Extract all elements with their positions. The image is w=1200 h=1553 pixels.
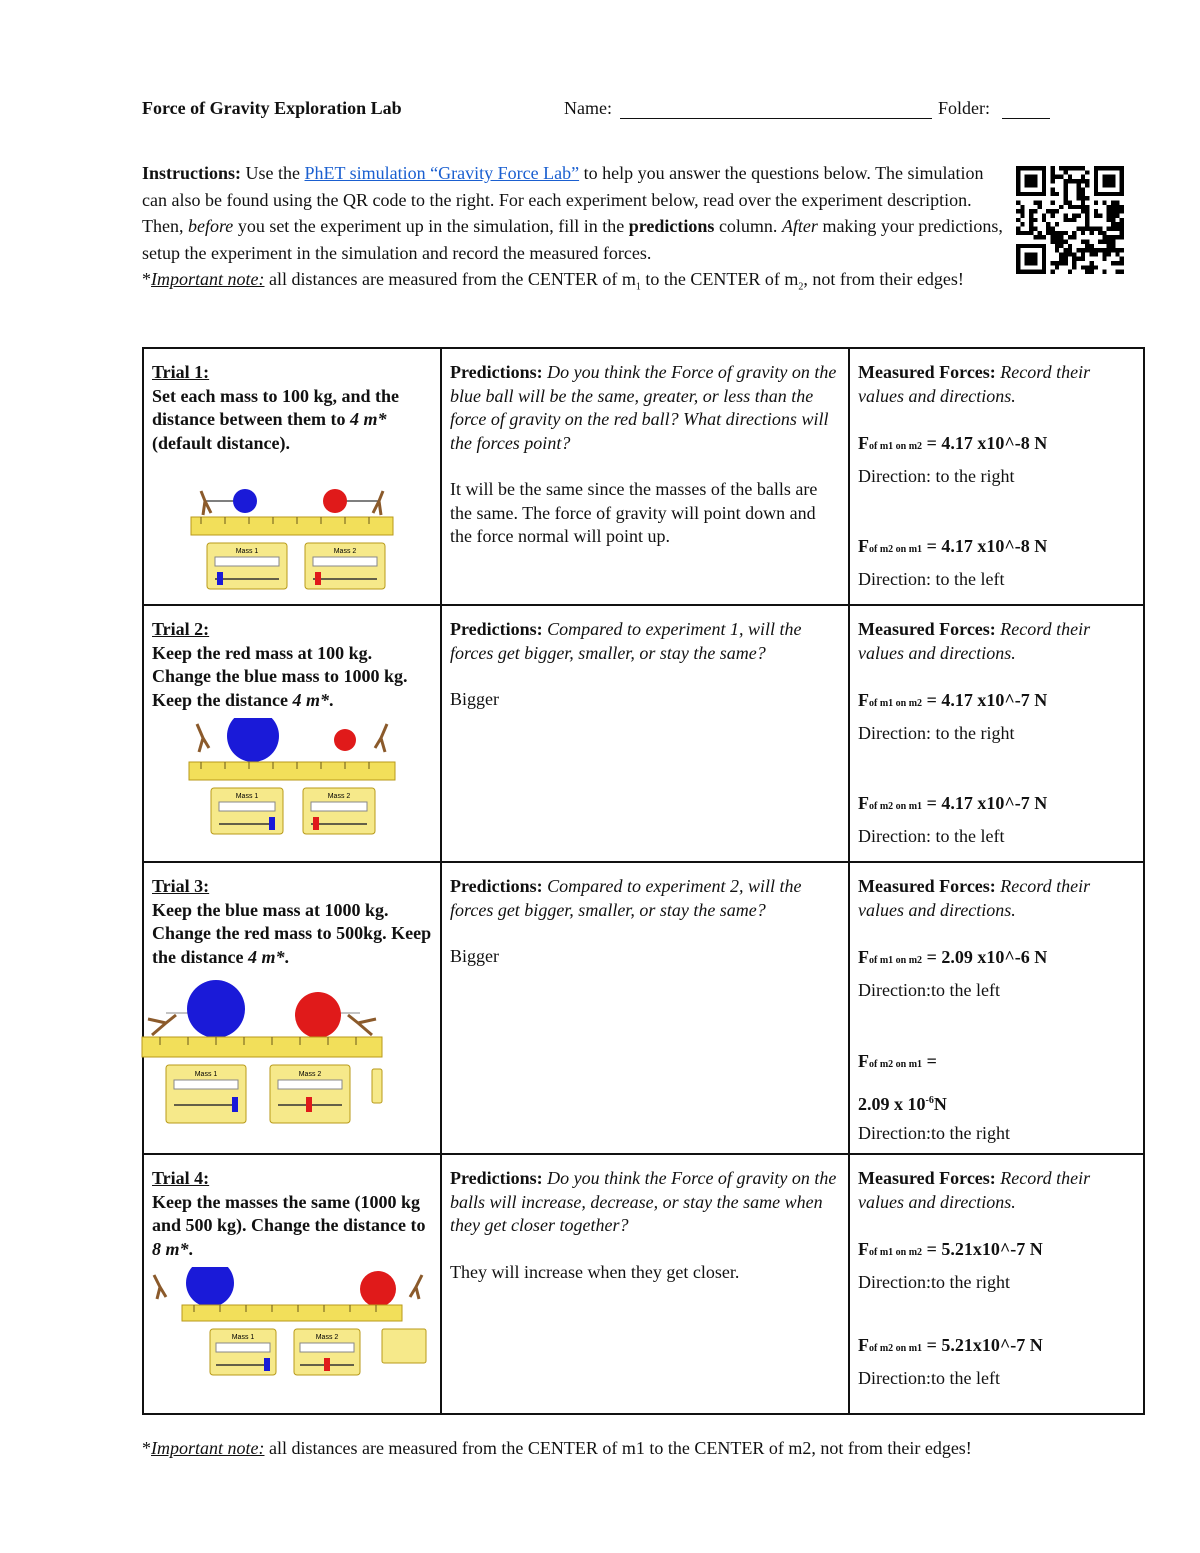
mass2-label: Mass 2 — [298, 1071, 322, 1078]
prediction-answer[interactable]: Bigger — [450, 689, 499, 709]
prediction-question — [450, 1167, 840, 1238]
puller-right-icon — [375, 724, 387, 752]
prediction-prompt: Compared to experiment 2, will the forces get bigger, smaller, or stay the same? — [450, 876, 802, 920]
direction-m2-on-m1[interactable]: Direction:to the left — [858, 1367, 1000, 1388]
ruler — [182, 1305, 402, 1321]
trial-description-cell — [143, 862, 441, 1154]
blue-ball — [186, 1267, 234, 1307]
desc-text: (default distance). — [152, 432, 290, 453]
desc-distance: 4 m* — [349, 409, 387, 429]
desc-distance: 4 m* — [248, 946, 285, 967]
red-ball — [295, 992, 341, 1038]
trial-description-cell — [143, 605, 441, 862]
trial-description — [152, 899, 432, 970]
prediction-prompt: Do you think the Force of gravity on the balls will increase, decrease, or stay the same when they get closer together? — [450, 1168, 837, 1235]
desc-text: Keep the masses the same (1000 kg and 500 kg). Change the distance to — [152, 1191, 426, 1235]
force-symbol: F — [858, 1051, 869, 1071]
puller-left-icon — [154, 1275, 166, 1299]
trial-heading: Trial 1: — [152, 362, 210, 382]
force-value: = 2.09 x10^-6 N — [922, 947, 1048, 967]
force-subscript: of m2 on m1 — [869, 544, 923, 555]
name-field[interactable] — [620, 118, 932, 119]
puller-right-icon — [348, 1015, 376, 1035]
force-symbol: F — [858, 536, 869, 556]
measured-prompt: Record their values and directions. — [858, 1168, 1091, 1212]
force-unit: N — [933, 1093, 947, 1114]
desc-distance: 8 m* — [152, 1238, 189, 1259]
footnote-label: Important note: — [151, 1438, 265, 1458]
direction-m2-on-m1[interactable]: Direction: to the left — [858, 568, 1005, 589]
instructions-text: to help you answer the questions below. The simulation can also be found using the QR code to the right. For each experiment below, read over the experiment description. Then, — [142, 163, 984, 236]
prediction-label: Predictions: — [450, 876, 543, 896]
note-sub: 2 — [798, 281, 804, 293]
prediction-cell — [441, 348, 849, 605]
qr-code-icon — [1016, 166, 1124, 274]
mass1-slider-thumb[interactable] — [264, 1358, 270, 1371]
trial-description-cell — [143, 348, 441, 605]
measured-question — [858, 361, 1135, 408]
trial-heading: Trial 3: — [152, 876, 210, 896]
direction-m1-on-m2[interactable]: Direction:to the right — [858, 1271, 1010, 1292]
puller-left-icon — [197, 724, 209, 752]
force-subscript: of m1 on m2 — [869, 1247, 923, 1258]
force-m2-on-m1[interactable] — [858, 535, 1135, 562]
footnote-text: all distances are measured from the CENTER of m1 to the CENTER of m2, not from their edges! — [264, 1438, 972, 1458]
force-value: = 4.17 x10^-7 N — [922, 793, 1048, 813]
prediction-question — [450, 361, 840, 455]
blue-ball — [227, 718, 279, 762]
force-subscript: of m1 on m2 — [869, 955, 923, 966]
simulation-screenshot — [148, 1267, 428, 1379]
prediction-cell — [441, 862, 849, 1154]
document-header — [142, 98, 1062, 124]
force-subscript: of m2 on m1 — [869, 801, 923, 812]
measured-label: Measured Forces: — [858, 876, 996, 896]
force-symbol: F — [858, 1335, 869, 1355]
red-ball — [360, 1271, 396, 1307]
puller-left-icon — [148, 1015, 176, 1035]
measured-forces-cell — [849, 1154, 1144, 1414]
measured-prompt: Record their values and directions. — [858, 876, 1091, 920]
direction-m2-on-m1[interactable]: Direction: to the left — [858, 825, 1005, 846]
mass1-slider-thumb[interactable] — [269, 817, 275, 830]
direction-m1-on-m2[interactable]: Direction:to the left — [858, 979, 1000, 1000]
force-value: = 5.21x10^-7 N — [922, 1239, 1043, 1259]
table-row — [143, 1154, 1144, 1414]
prediction-question — [450, 618, 840, 665]
table-row — [143, 348, 1144, 605]
force-symbol: F — [858, 1239, 869, 1259]
force-exponent: -6 — [925, 1094, 934, 1106]
prediction-answer[interactable]: Bigger — [450, 946, 499, 966]
mass2-slider-thumb[interactable] — [315, 572, 321, 585]
instructions-text: making your predictions, setup the experiment in the simulation and record the measured forces. — [142, 216, 1003, 263]
measured-question — [858, 618, 1135, 665]
prediction-label: Predictions: — [450, 619, 543, 639]
mass2-slider-thumb[interactable] — [313, 817, 319, 830]
footnote — [142, 1438, 1142, 1459]
instructions-predictions: predictions — [628, 216, 715, 236]
ruler — [189, 762, 395, 780]
prediction-answer[interactable]: It will be the same since the masses of the balls are the same. The force of gravity will point down and the force normal will point up. — [450, 479, 818, 546]
instructions-lead: Instructions: — [142, 163, 242, 183]
measured-forces-cell — [849, 605, 1144, 862]
trial-description — [152, 642, 432, 713]
force-subscript: of m1 on m2 — [869, 441, 923, 452]
trials-table — [142, 347, 1145, 1415]
force-value: = 4.17 x10^-8 N — [922, 536, 1048, 556]
force-m2-on-m1[interactable] — [858, 1334, 1135, 1361]
mass1-label: Mass 1 — [235, 548, 259, 555]
trial-description-cell — [143, 1154, 441, 1414]
force-value: = 4.17 x10^-7 N — [922, 690, 1048, 710]
force-value: = 4.17 x10^-8 N — [922, 433, 1048, 453]
note-label: Important note: — [151, 269, 265, 289]
folder-field[interactable] — [1002, 118, 1050, 119]
force-m1-on-m2[interactable] — [858, 1238, 1135, 1265]
note-text: all distances are measured from the CENTER of m — [264, 269, 636, 289]
measured-label: Measured Forces: — [858, 619, 996, 639]
force-symbol: F — [858, 433, 869, 453]
note-text: to the CENTER of m — [640, 269, 799, 289]
table-row — [143, 862, 1144, 1154]
mass2-label: Mass 2 — [333, 548, 357, 555]
mass1-label: Mass 1 — [194, 1071, 218, 1078]
force-m1-on-m2[interactable] — [858, 432, 1135, 459]
ruler — [191, 517, 393, 535]
note-text: , not from their edges! — [803, 269, 964, 289]
mass2-label: Mass 2 — [327, 793, 351, 800]
instructions-text: Use the — [241, 163, 305, 183]
desc-text: Keep the blue mass at 1000 kg. Change the red mass to 500kg. Keep the distance — [152, 899, 432, 967]
blue-ball — [233, 489, 257, 513]
prediction-cell — [441, 1154, 849, 1414]
simulation-screenshot — [187, 718, 397, 836]
mass2-slider-thumb[interactable] — [324, 1358, 330, 1371]
force-symbol: F — [858, 793, 869, 813]
red-ball — [334, 729, 356, 751]
blue-ball — [187, 980, 245, 1038]
prediction-cell — [441, 605, 849, 862]
name-label: Name: — [564, 98, 612, 118]
note-star: * — [142, 269, 151, 289]
desc-distance: 4 m* — [292, 689, 329, 710]
mass1-label: Mass 1 — [235, 793, 259, 800]
trial-heading: Trial 2: — [152, 619, 210, 639]
force-subscript: of m1 on m2 — [869, 698, 923, 709]
phet-simulation-link[interactable]: PhET simulation “Gravity Force Lab” — [304, 163, 580, 183]
force-m2-on-m1-value[interactable] — [858, 1089, 1135, 1117]
measured-label: Measured Forces: — [858, 1168, 996, 1188]
simulation-screenshot — [187, 461, 397, 591]
force-m1-on-m2[interactable] — [858, 689, 1135, 716]
measured-label: Measured Forces: — [858, 362, 996, 382]
measured-forces-cell — [849, 348, 1144, 605]
measured-forces-cell — [849, 862, 1144, 1154]
desc-text: . — [284, 946, 290, 967]
instructions-before: before — [187, 216, 234, 236]
instructions-paragraph — [142, 160, 1012, 301]
ruler — [142, 1037, 382, 1057]
desc-text: . — [329, 689, 334, 710]
footnote-star: * — [142, 1438, 151, 1458]
desc-text: . — [188, 1238, 194, 1259]
direction-m2-on-m1[interactable]: Direction:to the right — [858, 1123, 1010, 1143]
prediction-answer[interactable]: They will increase when they get closer. — [450, 1261, 740, 1282]
force-value: = 5.21x10^-7 N — [922, 1335, 1043, 1355]
instructions-text: you set the experiment up in the simulation, fill in the — [233, 216, 629, 236]
red-ball — [323, 489, 347, 513]
force-m1-on-m2[interactable] — [858, 946, 1135, 973]
puller-right-icon — [373, 491, 383, 515]
mass2-label: Mass 2 — [315, 1334, 339, 1341]
desc-text: Keep the red mass at 100 kg. Change the blue mass to 1000 kg. Keep the distance — [152, 642, 408, 710]
mass2-slider-thumb[interactable] — [306, 1097, 312, 1112]
prediction-label: Predictions: — [450, 1168, 543, 1188]
trial-description — [152, 1191, 432, 1262]
mass1-slider-thumb[interactable] — [217, 572, 223, 585]
measured-question — [858, 1167, 1135, 1214]
force-symbol: F — [858, 947, 869, 967]
trial-description — [152, 385, 432, 456]
lab-title: Force of Gravity Exploration Lab — [142, 98, 402, 118]
trial-heading: Trial 4: — [152, 1168, 210, 1188]
instructions-text: column. — [714, 216, 782, 236]
measured-prompt: Record their values and directions. — [858, 362, 1091, 406]
measured-prompt: Record their values and directions. — [858, 619, 1091, 663]
force-subscript: of m2 on m1 — [869, 1059, 923, 1070]
folder-label: Folder: — [938, 98, 990, 118]
force-value: 2.09 x 10 — [858, 1093, 926, 1114]
force-symbol: F — [858, 690, 869, 710]
puller-right-icon — [410, 1275, 422, 1299]
force-equals: = — [922, 1051, 937, 1071]
measured-question — [858, 875, 1135, 922]
mass1-slider-thumb[interactable] — [232, 1097, 238, 1112]
direction-m1-on-m2[interactable]: Direction: to the right — [858, 722, 1015, 743]
prediction-label: Predictions: — [450, 362, 543, 382]
direction-m1-on-m2[interactable]: Direction: to the right — [858, 465, 1015, 486]
prediction-question — [450, 875, 840, 922]
desc-text: Set each mass to 100 kg, and the distance between them to — [152, 385, 400, 429]
instructions-after: After — [781, 216, 818, 236]
mass1-label: Mass 1 — [231, 1334, 255, 1341]
note-sub: 1 — [635, 281, 641, 293]
prediction-prompt: Do you think the Force of gravity on the blue ball will be the same, greater, or less than the force of gravity on the red ball? What directions will the forces point? — [450, 362, 837, 453]
force-subscript: of m2 on m1 — [869, 1343, 923, 1354]
puller-left-icon — [201, 491, 211, 515]
force-m2-on-m1[interactable] — [858, 1050, 1135, 1077]
table-row — [143, 605, 1144, 862]
simulation-screenshot — [140, 975, 384, 1131]
force-m2-on-m1[interactable] — [858, 792, 1135, 819]
prediction-prompt: Compared to experiment 1, will the forces get bigger, smaller, or stay the same? — [450, 619, 802, 663]
